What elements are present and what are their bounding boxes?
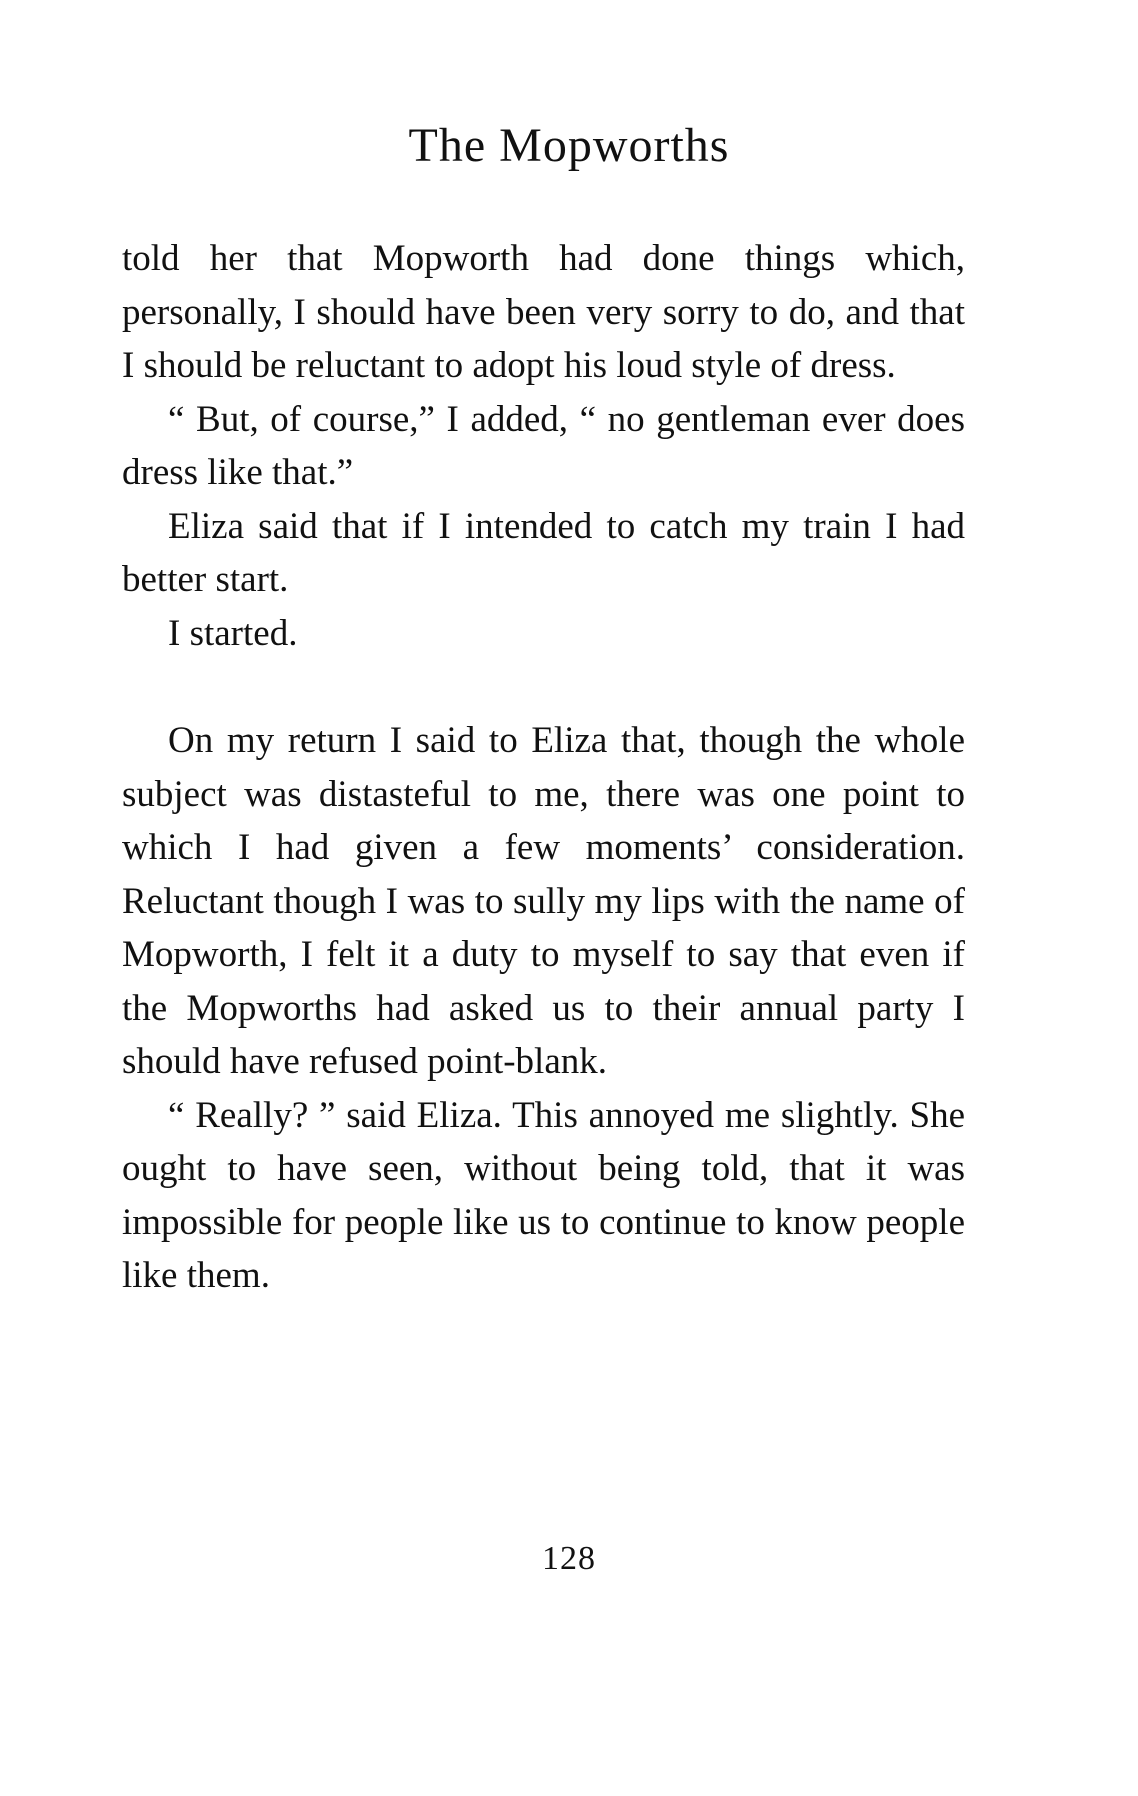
- paragraph-dialogue: “ But, of course,” I added, “ no gentleman ever does dress like that.”: [122, 398, 965, 493]
- paragraph-eliza-train: Eliza said that if I intended to catch my train I had better start.: [122, 505, 965, 600]
- running-title: The Mopworths: [408, 119, 730, 172]
- page-number: 128: [542, 1540, 596, 1577]
- paragraph-continuation: told her that Mopworth had done things which, personally, I should have been very sorry to do, and that I should be reluctant to adopt his loud style of dress.: [122, 238, 965, 386]
- paragraph-really: “ Really? ” said Eliza. This annoyed me slightly. She ought to have seen, without being told, that it was impossible for people like us to continue to know people like them.: [122, 1094, 965, 1296]
- body-text: [122, 232, 965, 1303]
- paragraph-started: I started.: [168, 612, 298, 654]
- paragraph-return: On my return I said to Eliza that, though the whole subject was distasteful to me, there was one point to which I had given a few moments’ consideration. Reluctant though I was to sully my lips with the name of Mopworth, I felt it a duty to myself to say that even if the Mopworths had asked us to their annual party I should have refused point-blank.: [122, 720, 965, 1082]
